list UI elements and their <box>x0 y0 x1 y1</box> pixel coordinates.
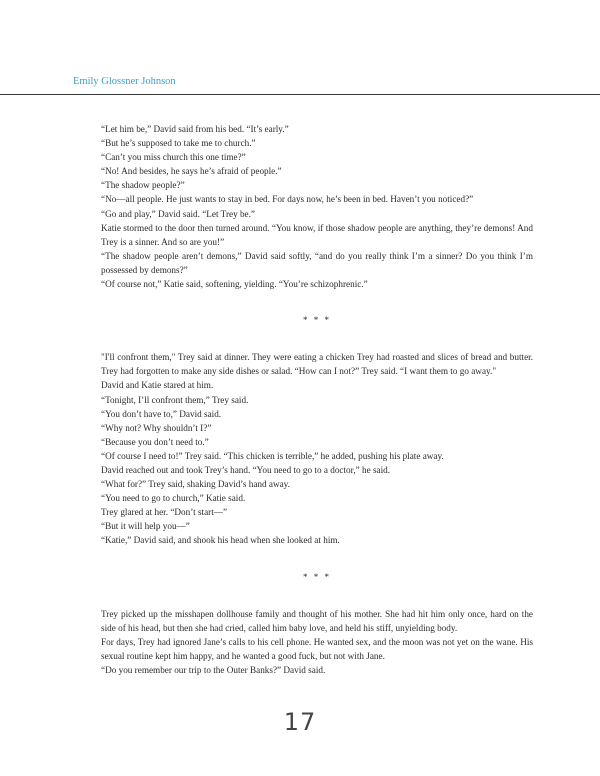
paragraph: Trey picked up the misshapen dollhouse family and thought of his mother. She had hit him only once, hard on the side of his head, but then she had cried, called him baby love, and held his stiff, unyielding body. <box>101 608 533 633</box>
scene-break: * * * <box>303 315 331 326</box>
paragraph: Trey glared at her. “Don’t start—” <box>101 507 228 518</box>
paragraph: “Because you don’t need to.” <box>101 436 209 447</box>
header-divider <box>0 94 600 95</box>
page-number: 17 <box>283 708 317 736</box>
paragraph: "I'll confront them," Trey said at dinner. They were eating a chicken Trey had roasted and slices of bread and butter. Trey had forgotten to make any side dishes or salad. “How can I not?” Trey said. “I want them to go away." <box>101 352 533 377</box>
paragraph: “Of course not,” Katie said, softening, yielding. “You’re schizophrenic.” <box>101 279 368 290</box>
paragraph: For days, Trey had ignored Jane’s calls to his cell phone. He wanted sex, and the moon was not yet on the wane. His sexual routine kept him happy, and he wanted a good fuck, but not with Jane. <box>101 636 533 661</box>
paragraph: “Tonight, I’ll confront them,” Trey said. <box>101 394 249 405</box>
paragraph: “But it will help you—” <box>101 521 190 532</box>
paragraph: “Do you remember our trip to the Outer Banks?” David said. <box>101 665 326 675</box>
paragraph: “No! And besides, he says he’s afraid of people.” <box>101 166 282 177</box>
running-header-author: Emily Glossner Johnson <box>73 76 176 87</box>
paragraph: “But he’s supposed to take me to church.” <box>101 138 256 149</box>
paragraph: David and Katie stared at him. <box>101 380 214 391</box>
page-body <box>101 122 533 677</box>
paragraph: “Can’t you miss church this one time?” <box>101 152 246 163</box>
paragraph: “Let him be,” David said from his bed. “It’s early.” <box>101 124 289 134</box>
paragraph: “You need to go to church,” Katie said. <box>101 493 246 504</box>
paragraph: “What for?” Trey said, shaking David’s hand away. <box>101 479 290 490</box>
paragraph: “No—all people. He just wants to stay in bed. For days now, he’s been in bed. Haven’t you noticed?” <box>101 194 474 205</box>
paragraph: “Go and play,” David said. “Let Trey be.” <box>101 208 256 219</box>
paragraph: “Of course I need to!” Trey said. “This chicken is terrible,” he added, pushing his plate away. <box>101 450 444 461</box>
paragraph: David reached out and took Trey’s hand. “You need to go to a doctor,” he said. <box>101 464 391 475</box>
paragraph: “Why not? Why shouldn’t I?” <box>101 422 212 433</box>
paragraph: “Katie,” David said, and shook his head when she looked at him. <box>101 535 340 546</box>
paragraph: “You don’t have to,” David said. <box>101 408 222 419</box>
paragraph: “The shadow people?” <box>101 180 185 191</box>
paragraph: Katie stormed to the door then turned around. “You know, if those shadow people are anything, they’re demons! And Trey is a sinner. And so are you!” <box>101 222 533 247</box>
paragraph: “The shadow people aren’t demons,” David said softly, “and do you really think I’m a sinner? Do you think I’m possessed by demons?” <box>101 250 533 275</box>
scene-break: * * * <box>303 571 331 582</box>
